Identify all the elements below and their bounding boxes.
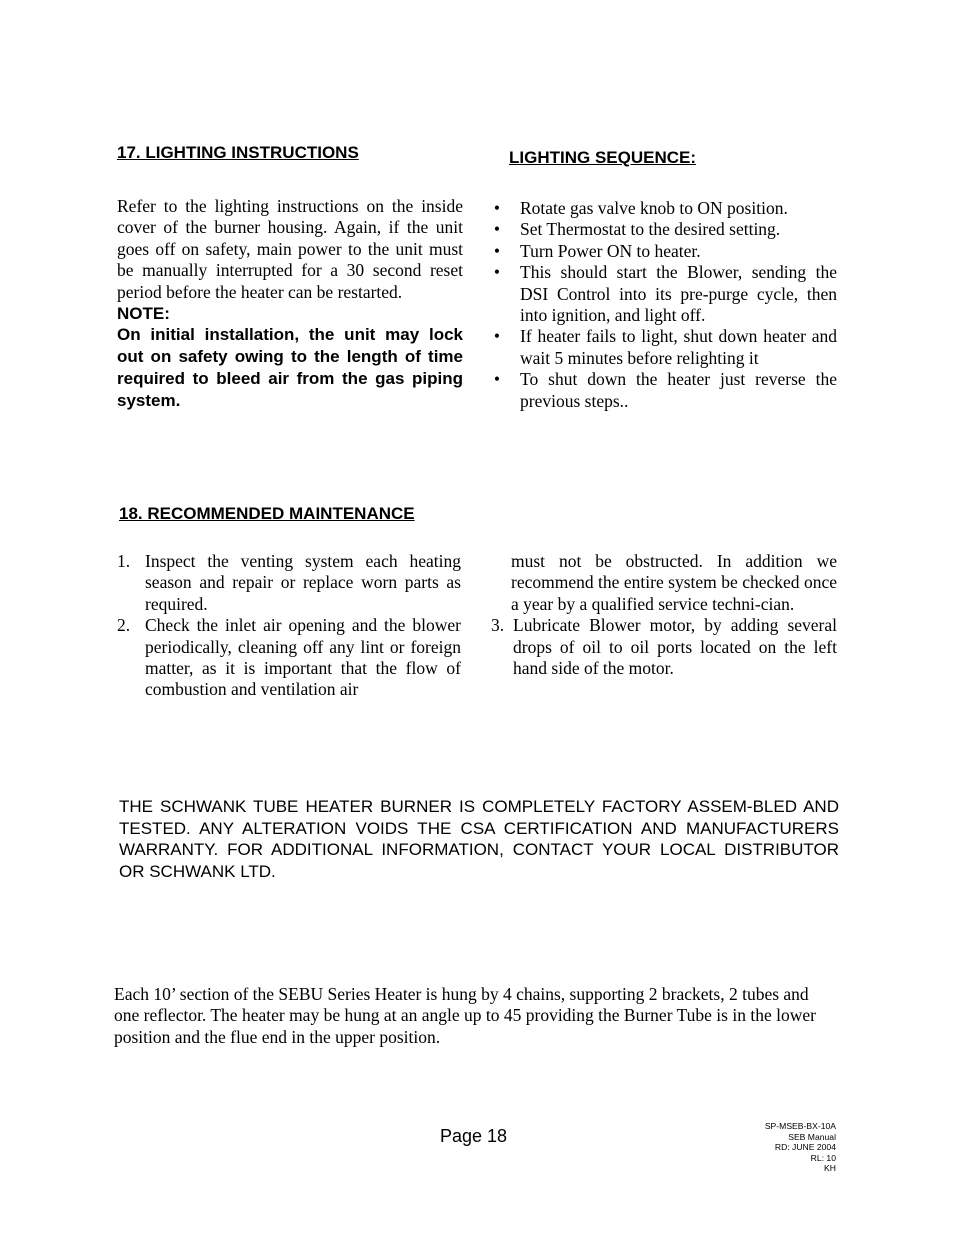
bullet-icon: • (493, 369, 501, 390)
maintenance-continued (491, 551, 837, 679)
document-info (765, 1121, 836, 1174)
revision-level: RL: 10 (810, 1152, 836, 1163)
bullet-icon: • (493, 219, 501, 240)
list-item: • If heater fails to light, shut down heater and wait 5 minutes before relighting it (490, 326, 837, 369)
note-text: On initial installation, the unit may lock out on safety owing to the length of time required to bleed air from the gas piping system. (117, 325, 463, 411)
page-number: Page 18 (440, 1126, 508, 1146)
lighting-sequence-heading: LIGHTING SEQUENCE: (509, 148, 697, 167)
list-item: • Set Thermostat to the desired setting. (490, 219, 837, 240)
revision-date: RD: JUNE 2004 (774, 1142, 836, 1153)
list-item: • Rotate gas valve knob to ON position. (490, 198, 837, 219)
hanging-paragraph: Each 10’ section of the SEBU Series Heater is hung by 4 chains, supporting 2 brackets, 2 tubes and one reflector. The heater may be hung at an angle up to 45 providing the Burner Tube is in the lower position and the flue end in the upper position. (114, 984, 816, 1047)
list-item: • This should start the Blower, sending the DSI Control into its pre-purge cycle, then into ignition, and light off. (490, 262, 837, 326)
maintenance-list-continued (491, 615, 837, 679)
list-item: 1. Inspect the venting system each heating season and repair or replace worn parts as required. (117, 551, 461, 614)
list-item: • Turn Power ON to heater. (490, 241, 837, 262)
bullet-icon: • (493, 198, 501, 218)
lighting-sequence-list (490, 198, 837, 412)
list-item: • To shut down the heater just reverse the previous steps.. (490, 369, 837, 412)
bullet-icon: • (493, 262, 501, 283)
lighting-instructions-block (117, 196, 463, 412)
author-initials: KH (824, 1163, 836, 1174)
lighting-instructions-heading: 17. LIGHTING INSTRUCTIONS (117, 143, 359, 162)
bullet-icon: • (493, 326, 501, 347)
manual-name: SEB Manual (788, 1131, 836, 1142)
list-item: 2. Check the inlet air opening and the blower periodically, cleaning off any lint or foreign matter, as it is important that the flow of combustion and ventilation air (117, 615, 461, 700)
maintenance-list (117, 551, 461, 701)
maintenance-heading: 18. RECOMMENDED MAINTENANCE (119, 504, 415, 523)
doc-code: SP-MSEB-BX-10A (764, 1121, 836, 1131)
list-item: 3. Lubricate Blower motor, by adding several drops of oil to oil ports located on the left hand side of the motor. (491, 615, 837, 679)
note-label: NOTE: (117, 304, 170, 324)
maintenance-continuation: must not be obstructed. In addition we recommend the entire system be checked once a year by a qualified service techni-cian. (511, 551, 837, 614)
warning-notice: THE SCHWANK TUBE HEATER BURNER IS COMPLETELY FACTORY ASSEM-BLED AND TESTED. ANY ALTERATION VOIDS THE CSA CERTIFICATION AND MANUFACTURERS WARRANTY. FOR ADDITIONAL INFORMATION, CONTACT YOUR LOCAL DISTRIBUTOR OR SCHWANK LTD. (119, 797, 839, 882)
lighting-paragraph: Refer to the lighting instructions on the inside cover of the burner housing. Again, if the unit goes off on safety, main power to the unit must be manually interrupted for a 30 second reset period before the heater can be restarted. (117, 196, 463, 302)
bullet-icon: • (493, 240, 501, 261)
